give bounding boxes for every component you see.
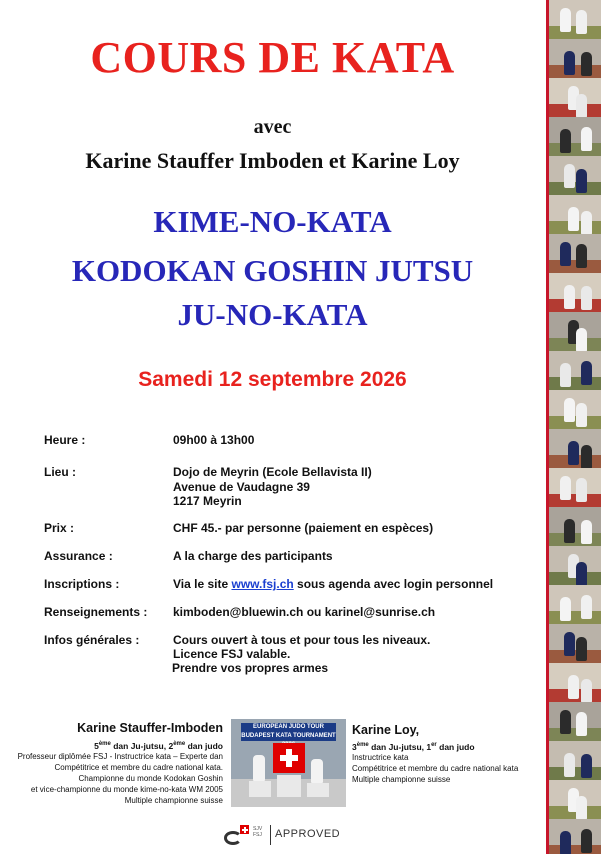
fsj-logo-icon	[222, 824, 250, 846]
page-title: COURS DE KATA	[90, 33, 455, 82]
fsj-website-link[interactable]: www.fsj.ch	[231, 577, 294, 591]
bio-right-line-2: Compétitrice et membre du cadre national kata	[352, 764, 519, 773]
judo-photo-frame	[546, 702, 601, 742]
approved-text: APPROVED	[275, 828, 341, 840]
assurance-label: Assurance :	[44, 549, 113, 563]
judo-photo-frame	[546, 663, 601, 703]
infos-line-1: Cours ouvert à tous et pour tous les niveaux.	[173, 633, 431, 647]
judo-photo-frame	[546, 39, 601, 79]
prix-label: Prix :	[44, 521, 75, 535]
judo-photo-frame	[546, 273, 601, 313]
bio-left-line-4: et vice-championne du monde kime-no-kata WM 2005	[30, 785, 223, 794]
inscriptions-label: Inscriptions :	[44, 577, 120, 591]
bio-left-name: Karine Stauffer-Imboden	[77, 721, 223, 735]
photo-banner: EUROPEAN JUDO TOUR BUDAPEST KATA TOURNAMENT	[241, 724, 336, 739]
bio-right-line-3: Multiple championne suisse	[352, 775, 451, 784]
judo-photo-frame	[546, 195, 601, 235]
lieu-line-2: Avenue de Vaudagne 39	[173, 480, 310, 494]
judo-photo-frame	[546, 390, 601, 430]
prix-value: CHF 45.- par personne (paiement en espèces)	[173, 521, 434, 535]
infos-line-2: Licence FSJ valable.	[173, 647, 291, 661]
fsj-org-text: SJV FSJ	[253, 826, 263, 838]
judo-photo-frame	[546, 546, 601, 586]
teachers-line: Karine Stauffer Imboden et Karine Loy	[85, 148, 460, 173]
bio-right-line-1: Instructrice kata	[352, 753, 409, 762]
inscriptions-after: sous agenda avec login personnel	[293, 577, 494, 591]
bio-left-line-2: Compétitrice et membre du cadre national kata.	[54, 763, 223, 772]
fsj-approved-logo	[222, 822, 362, 848]
judo-photo-frame	[546, 312, 601, 352]
kata-ju-no-kata: JU-NO-KATA	[177, 297, 368, 332]
judo-photo-frame	[546, 585, 601, 625]
judo-photo-frame	[546, 156, 601, 196]
lieu-line-1: Dojo de Meyrin (Ecole Bellavista II)	[173, 465, 372, 479]
bio-right-grade: 3ème dan Ju-jutsu, 1er dan judo	[352, 741, 475, 752]
lieu-line-3: 1217 Meyrin	[173, 494, 242, 508]
avec-text: avec	[253, 116, 292, 138]
judo-photo-frame	[546, 741, 601, 781]
infos-line-3: Prendre vos propres armes	[172, 661, 329, 675]
judo-photo-frame	[546, 780, 601, 820]
renseignements-label: Renseignements :	[44, 605, 148, 619]
heure-label: Heure :	[44, 433, 86, 447]
bio-right-name: Karine Loy,	[352, 723, 420, 737]
judo-photo-frame	[546, 507, 601, 547]
bio-left-grade: 5ème dan Ju-jutsu, 2ème dan judo	[94, 740, 223, 751]
judo-photo-frame	[546, 351, 601, 391]
kata-kodokan-goshin-jutsu: KODOKAN GOSHIN JUTSU	[71, 253, 474, 288]
judo-photo-frame	[546, 0, 601, 40]
kata-kime-no-kata: KIME-NO-KATA	[153, 204, 392, 239]
lieu-label: Lieu :	[44, 465, 76, 479]
inscriptions-value	[173, 577, 493, 591]
judo-photo-frame	[546, 468, 601, 508]
bio-left-line-5: Multiple championne suisse	[124, 796, 223, 805]
event-date: Samedi 12 septembre 2026	[138, 368, 407, 391]
judo-photo-frame	[546, 429, 601, 469]
judo-photo-frame	[546, 624, 601, 664]
judo-photo-frame	[546, 819, 601, 854]
judo-photo-strip	[546, 0, 601, 854]
judo-photo-frame	[546, 117, 601, 157]
assurance-value: A la charge des participants	[173, 549, 333, 563]
judo-photo-frame	[546, 78, 601, 118]
podium-photo	[231, 719, 346, 807]
inscriptions-before: Via le site	[173, 577, 232, 591]
judo-photo-frame	[546, 234, 601, 274]
infos-label: Infos générales :	[44, 633, 140, 647]
heure-value: 09h00 à 13h00	[173, 433, 255, 447]
bio-left-line-3: Championne du monde Kodokan Goshin	[78, 774, 223, 783]
renseignements-value: kimboden@bluewin.ch ou karinel@sunrise.ch	[173, 605, 436, 619]
bio-left-line-1: Professeur diplômée FSJ - Instructrice kata – Experte dan	[17, 752, 223, 761]
swiss-flag-icon	[273, 743, 305, 773]
